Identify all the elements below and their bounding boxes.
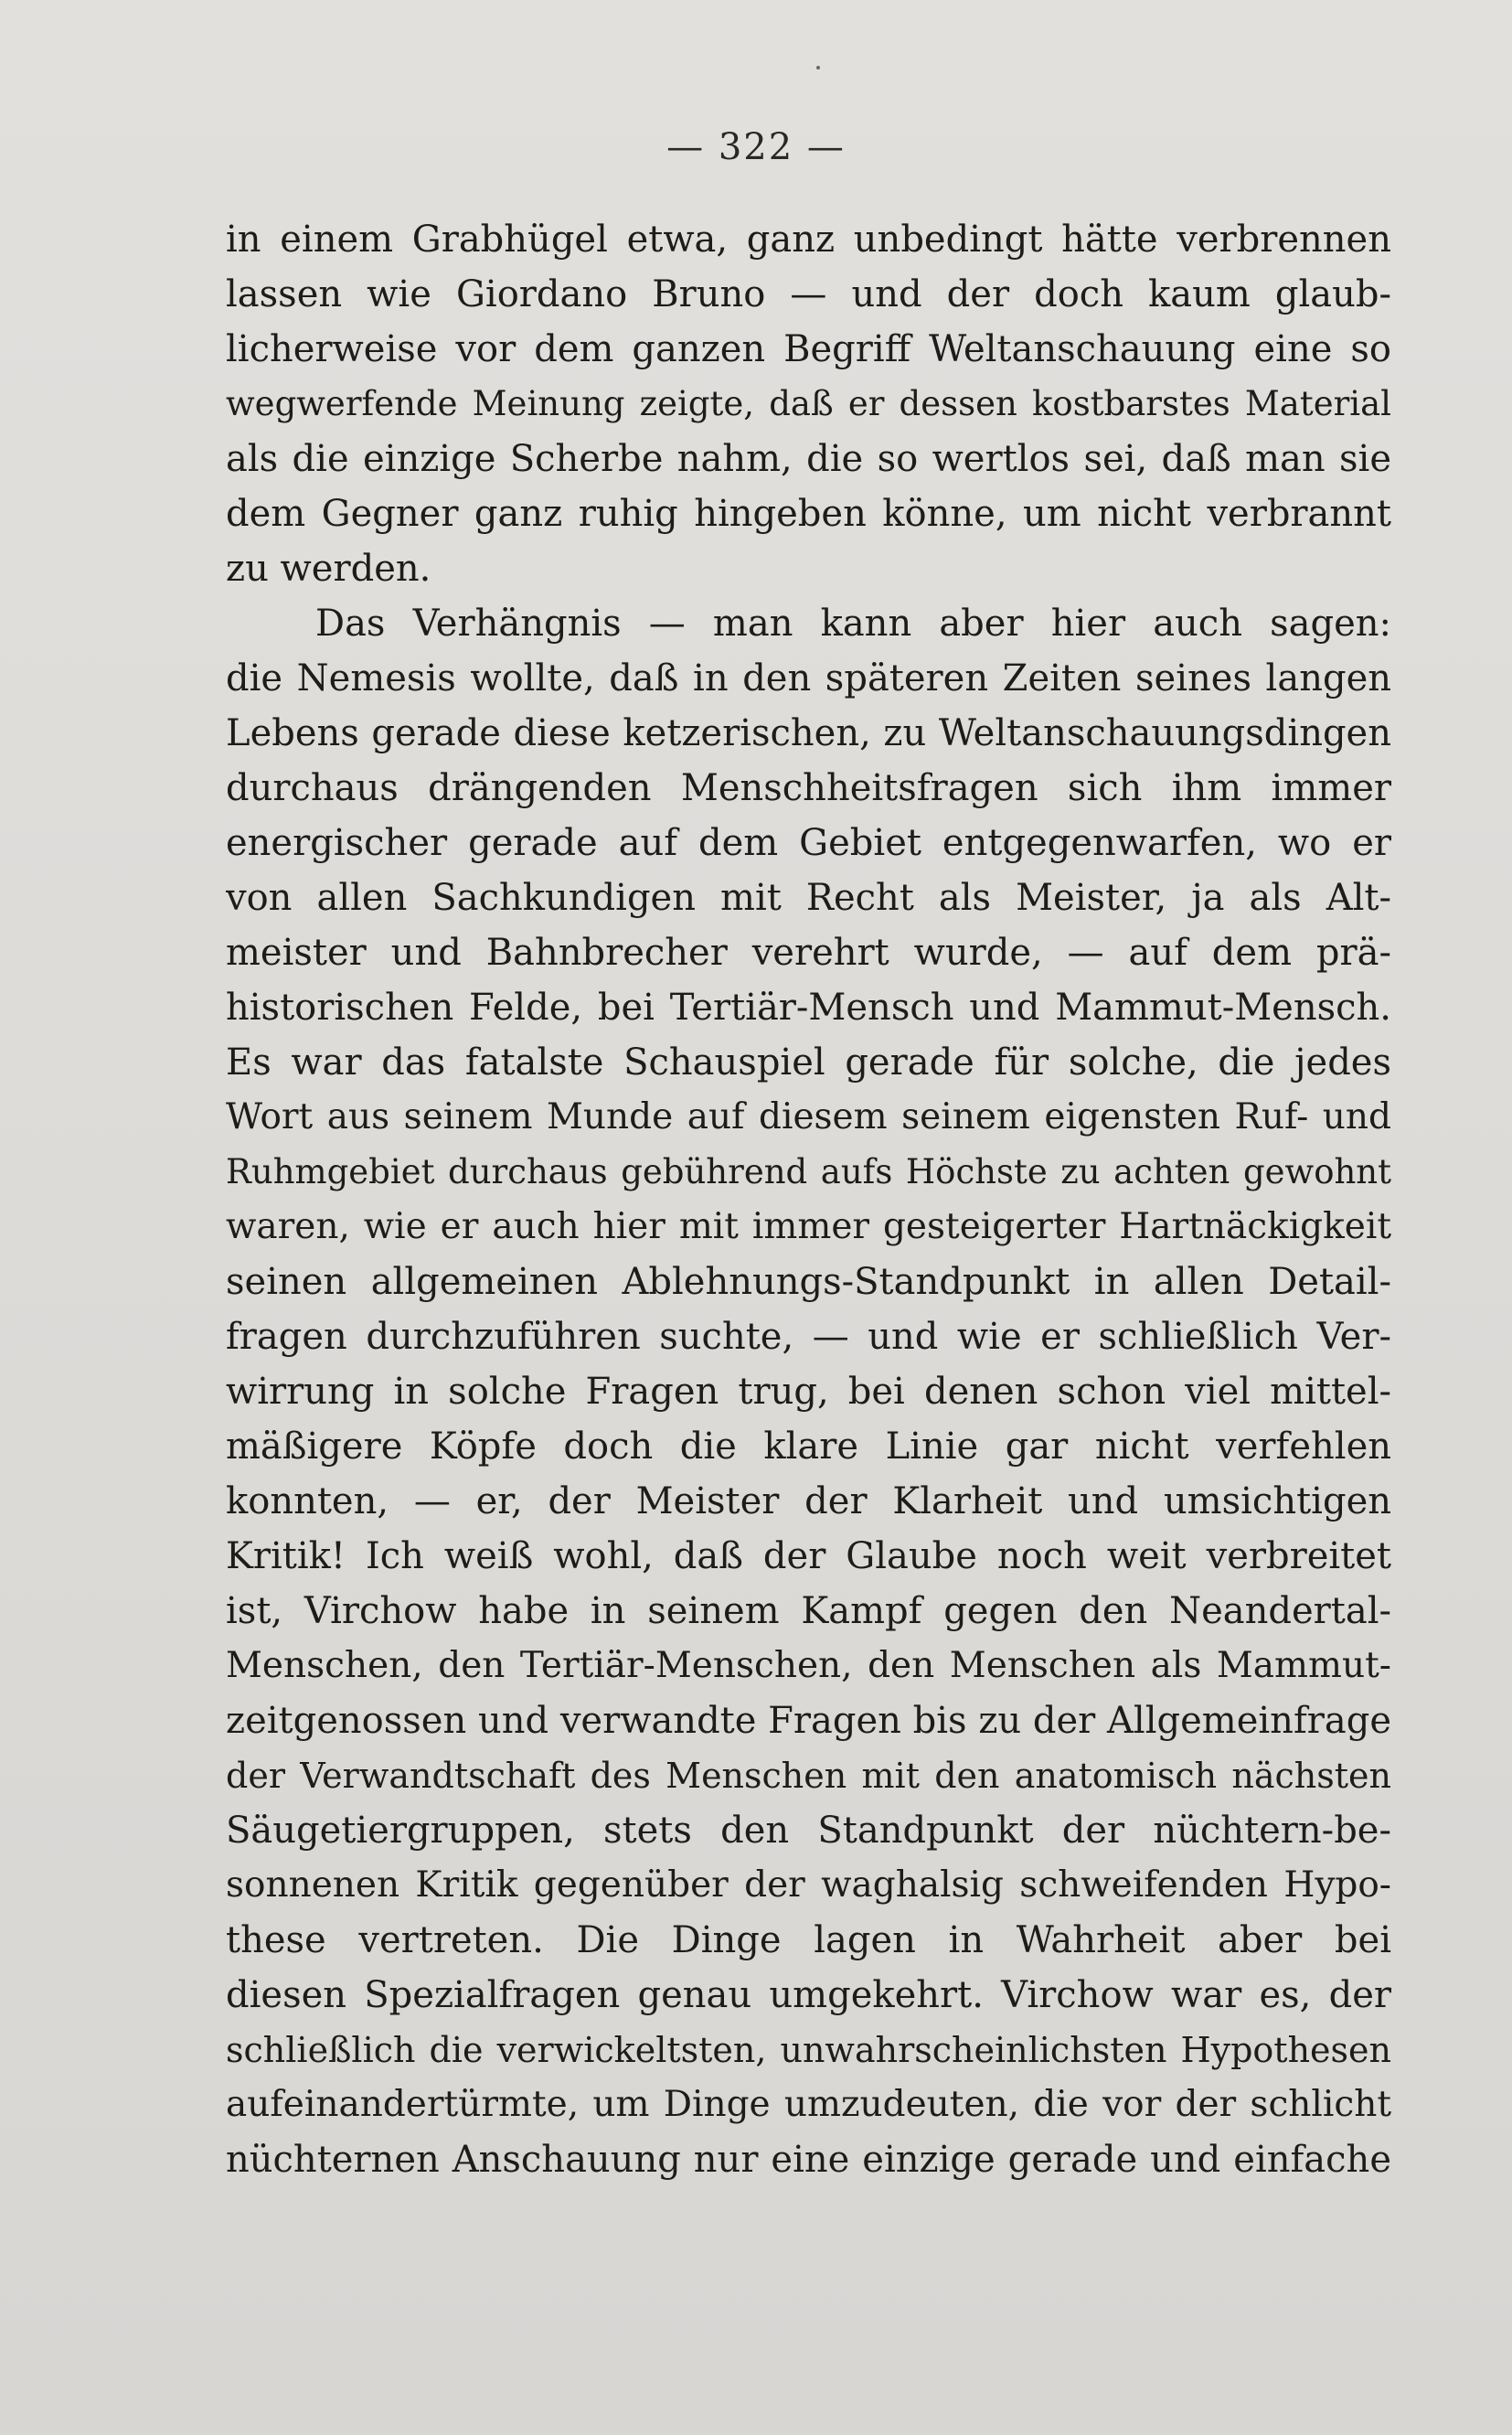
text-line: Wort aus seinem Munde auf diesem seinem eigensten Ruf- und xyxy=(226,1096,1391,1137)
text-line: Säugetiergruppen, stets den Standpunkt der nüchtern-be- xyxy=(226,1810,1391,1852)
text-line: historischen Felde, bei Tertiär-Mensch und Mammut-Mensch. xyxy=(226,987,1391,1029)
text-line: konnten, — er, der Meister der Klarheit und umsichtigen xyxy=(226,1480,1391,1522)
body-text xyxy=(226,212,1391,2187)
text-line: Lebens gerade diese ketzerischen, zu Weltanschauungsdingen xyxy=(226,712,1391,754)
text-line: schließlich die verwickeltsten, unwahrscheinlichsten Hypothesen xyxy=(226,2030,1391,2070)
text-line: Menschen, den Tertiär-Menschen, den Menschen als Mammut- xyxy=(226,1645,1391,1686)
text-line: Kritik! Ich weiß wohl, daß der Glaube noch weit verbreitet xyxy=(226,1535,1391,1577)
text-line: licherweise vor dem ganzen Begriff Weltanschauung eine so xyxy=(226,328,1391,370)
text-line: waren, wie er auch hier mit immer gesteigerter Hartnäckigkeit xyxy=(226,1206,1391,1247)
text-line: wegwerfende Meinung zeigte, daß er dessen kostbarstes Material xyxy=(226,384,1391,423)
text-line: der Verwandtschaft des Menschen mit den anatomisch nächsten xyxy=(226,1756,1391,1796)
text-line: zeitgenossen und verwandte Fragen bis zu der Allgemeinfrage xyxy=(226,1700,1391,1742)
text-line: in einem Grabhügel etwa, ganz unbedingt hätte verbrennen xyxy=(226,219,1391,261)
text-line: nüchternen Anschauung nur eine einzige gerade und einfache xyxy=(226,2139,1391,2181)
text-line: durchaus drängenden Menschheitsfragen sich ihm immer xyxy=(226,767,1391,809)
text-line: aufeinandertürmte, um Dinge umzudeuten, die vor der schlicht xyxy=(226,2084,1391,2125)
text-line: zu werden. xyxy=(226,548,431,590)
text-line: Das Verhängnis — man kann aber hier auch sagen: xyxy=(315,603,1391,645)
text-line: Ruhmgebiet durchaus gebührend aufs Höchste zu achten gewohnt xyxy=(226,1152,1391,1191)
text-line: diesen Spezialfragen genau umgekehrt. Virchow war es, der xyxy=(226,1974,1391,2016)
text-line: wirrung in solche Fragen trug, bei denen schon viel mittel- xyxy=(226,1371,1391,1413)
text-line: mäßigere Köpfe doch die klare Linie gar nicht verfehlen xyxy=(226,1426,1391,1468)
paper-speck xyxy=(816,66,820,69)
text-line: als die einzige Scherbe nahm, die so wertlos sei, daß man sie xyxy=(226,438,1391,480)
text-line: these vertreten. Die Dinge lagen in Wahrheit aber bei xyxy=(226,1919,1391,1961)
text-line: lassen wie Giordano Bruno — und der doch kaum glaub- xyxy=(226,273,1391,315)
page-number: — 322 — xyxy=(666,126,846,168)
text-line: meister und Bahnbrecher verehrt wurde, — auf dem prä- xyxy=(226,932,1391,974)
text-line: die Nemesis wollte, daß in den späteren Zeiten seines langen xyxy=(226,657,1391,700)
text-line: sonnenen Kritik gegenüber der waghalsig schweifenden Hypo- xyxy=(226,1864,1391,1906)
text-line: von allen Sachkundigen mit Recht als Meister, ja als Alt- xyxy=(226,877,1391,919)
text-line: dem Gegner ganz ruhig hingeben könne, um nicht verbrannt xyxy=(226,493,1391,535)
text-line: fragen durchzuführen suchte, — und wie er schließlich Ver- xyxy=(226,1316,1391,1358)
text-line: ist, Virchow habe in seinem Kampf gegen den Neandertal- xyxy=(226,1590,1391,1632)
text-line: seinen allgemeinen Ablehnungs-Standpunkt in allen Detail- xyxy=(226,1261,1391,1303)
text-line: Es war das fatalste Schauspiel gerade für solche, die jedes xyxy=(226,1041,1391,1084)
text-line: energischer gerade auf dem Gebiet entgegenwarfen, wo er xyxy=(226,822,1391,864)
